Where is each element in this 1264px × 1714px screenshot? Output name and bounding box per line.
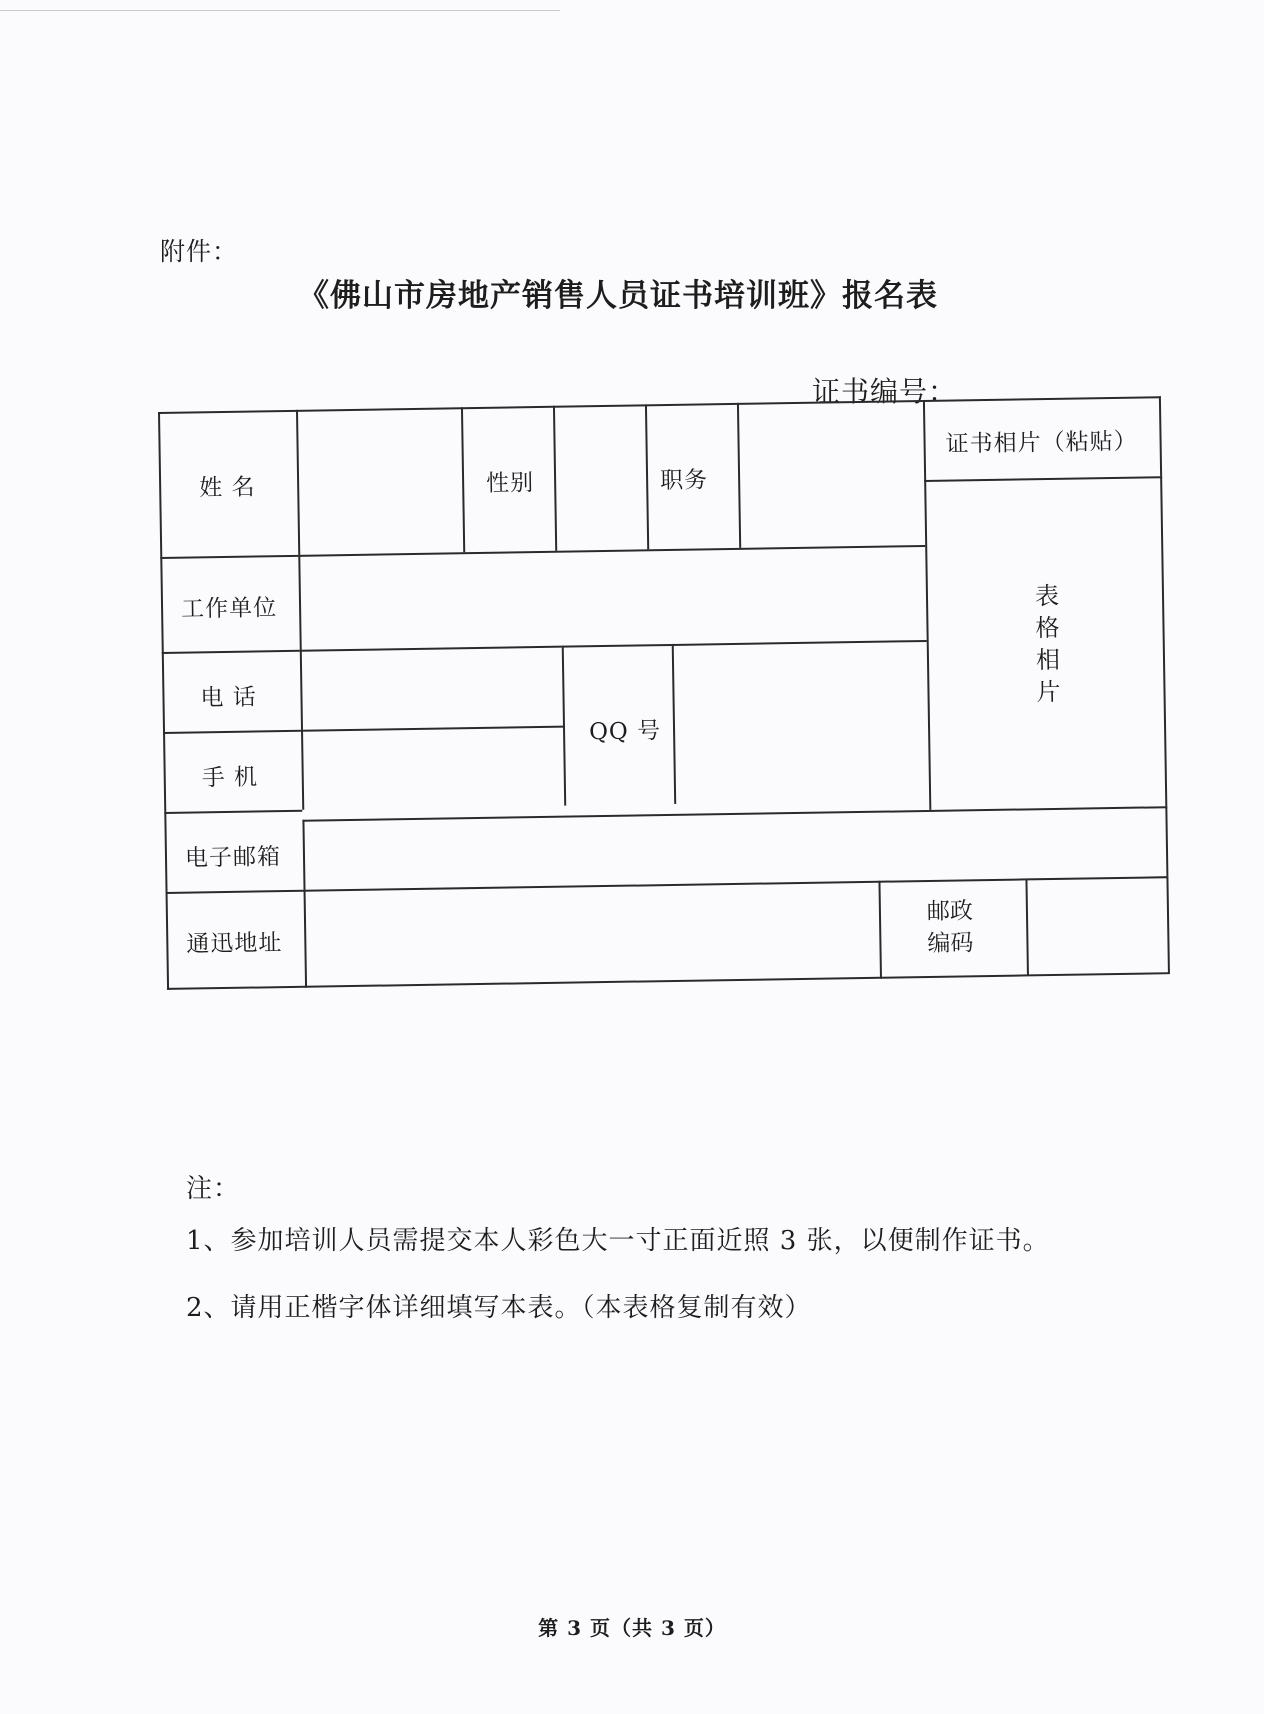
qq-label: QQ 号: [588, 718, 662, 746]
registration-form-table: [158, 396, 1195, 1016]
postal-code-input-cell[interactable]: [1025, 876, 1170, 976]
name-label-cell: [158, 410, 298, 557]
form-title: 《佛山市房地产销售人员证书培训班》报名表: [298, 278, 938, 314]
postal-code-label-cell: [878, 878, 1027, 978]
address-label-cell: [166, 890, 306, 990]
employer-input-cell[interactable]: [298, 545, 926, 650]
note-item-2: 2、请用正楷字体详细填写本表。（本表格复制有效）: [186, 1293, 812, 1323]
position-input-cell[interactable]: [737, 400, 925, 548]
gender-input-cell[interactable]: [553, 404, 647, 550]
notes-heading: 注：: [186, 1174, 241, 1204]
phone-label-cell: [162, 650, 301, 732]
gender-label: 性别: [485, 470, 535, 497]
mobile-input-cell[interactable]: [301, 726, 564, 810]
position-label-cell: [645, 403, 739, 549]
email-label: 电子邮箱: [184, 844, 282, 872]
address-input-cell[interactable]: [304, 881, 880, 988]
note-item-1: 1、参加培训人员需提交本人彩色大一寸正面近照 3 张，以便制作证书。: [186, 1226, 1050, 1256]
mobile-label-cell: [163, 730, 302, 812]
photo-placeholder-text: 表格相片: [1034, 581, 1061, 707]
page-indicator: 第 3 页（共 3 页）: [538, 1616, 726, 1640]
gender-label-cell: [461, 406, 555, 552]
photo-header-cell: [923, 396, 1162, 480]
address-label: 通迅地址: [186, 930, 283, 958]
employer-label: 工作单位: [180, 595, 278, 623]
qq-input-cell[interactable]: [672, 640, 929, 804]
photo-header-label: 证书相片（粘贴）: [945, 428, 1138, 458]
qq-label-cell: [562, 644, 674, 806]
employer-label-cell: [160, 555, 299, 652]
email-label-cell: [164, 810, 303, 892]
name-label: 姓 名: [199, 474, 256, 502]
position-label: 职务: [659, 467, 709, 495]
mobile-label: 手 机: [201, 764, 259, 792]
phone-label: 电 话: [200, 684, 258, 712]
certificate-number-label: 证书编号：: [812, 375, 958, 408]
postal-code-label: 邮政编码: [926, 898, 974, 957]
attachment-label: 附件：: [160, 237, 239, 266]
phone-input-cell[interactable]: [300, 646, 563, 730]
name-input-cell[interactable]: [296, 407, 463, 555]
photo-paste-area[interactable]: [924, 476, 1167, 810]
scan-edge-line: [0, 10, 560, 11]
